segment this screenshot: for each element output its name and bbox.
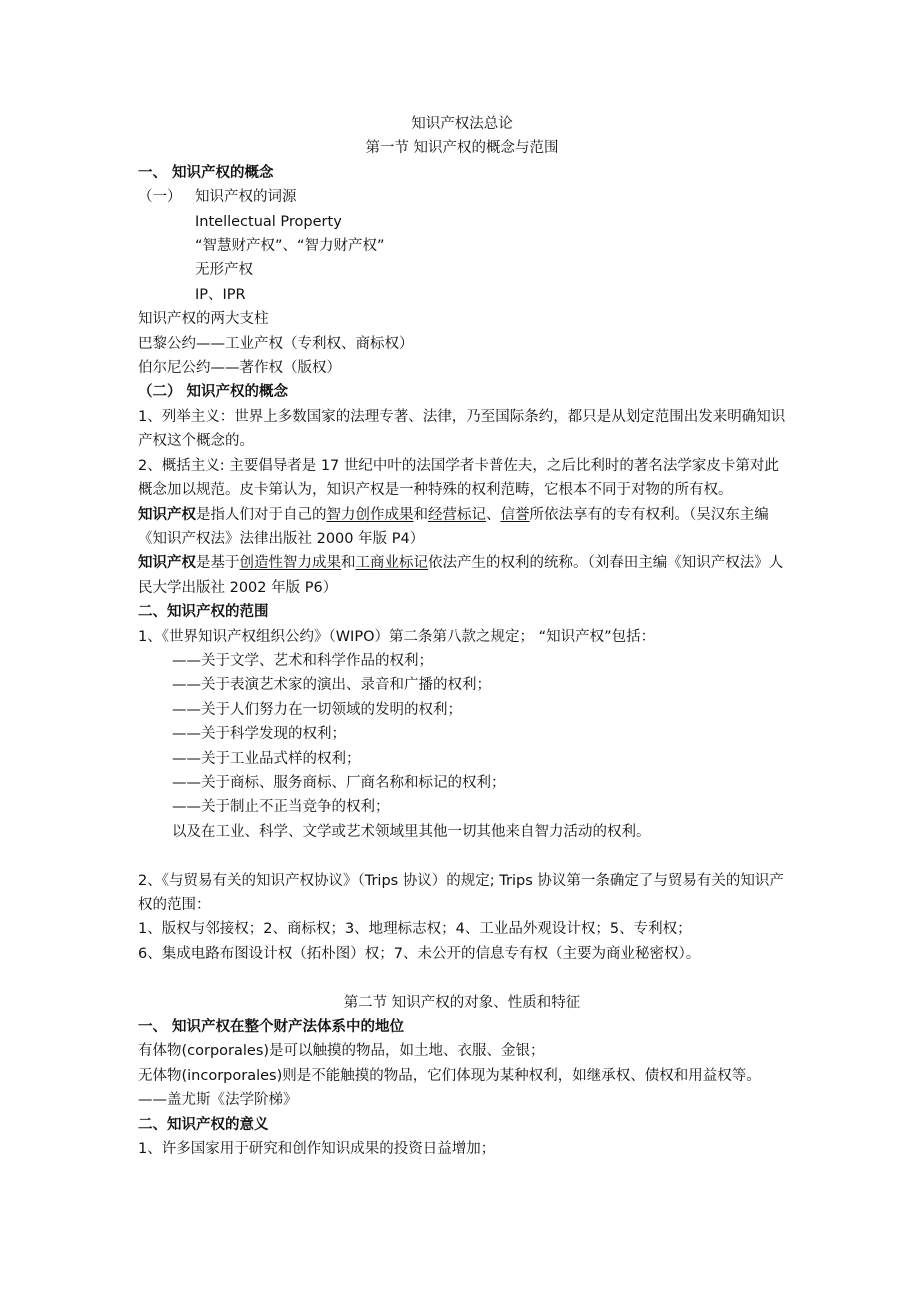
paragraph-enumeration: 1、列举主义：世界上多数国家的法理专著、法律，乃至国际条约，都只是从划定范围出发来明确知识产权这个概念的。: [138, 408, 786, 450]
incorporeal-things: 无体物(incorporales)则是不能触摸的物品，它们体现为某种权利，如继承权、债权和用益权等。——盖尤斯《法学阶梯》: [138, 1067, 761, 1109]
wipo-intro: 1、《世界知识产权组织公约》（WIPO）第二条第八款之规定； “知识产权”包括：: [138, 628, 656, 645]
wipo-item: ——关于文学、艺术和科学作品的权利；: [172, 652, 433, 669]
trips-list-2: 6、集成电路布图设计权（拓朴图）权；7、未公开的信息专有权（主要为商业秘密权）。: [138, 945, 701, 962]
etymology-item: Intellectual Property: [195, 213, 342, 230]
blank-line: [138, 966, 786, 990]
blank-line: [138, 844, 786, 868]
wipo-item: ——关于科学发现的权利；: [172, 726, 346, 743]
definition-text: 是指人们对于自己的: [196, 506, 327, 523]
sub-etymology-title: 知识产权的词源: [195, 189, 297, 206]
wipo-item: ——关于表演艺术家的演出、录音和广播的权利；: [172, 677, 491, 694]
wipo-item: 以及在工业、科学、文学或艺术领域里其他一切其他来自智力活动的权利。: [172, 823, 651, 840]
definition-term: 知识产权: [138, 506, 196, 523]
document-title: 知识产权法总论: [411, 116, 513, 132]
trips-list-1: 1、版权与邻接权；2、商标权；3、地理标志权；4、工业品外观设计权；5、专利权；: [138, 921, 692, 938]
significance-item: 1、许多国家用于研究和创作知识成果的投资日益增加；: [138, 1141, 496, 1158]
underlined-term: 智力创作成果: [326, 506, 414, 523]
definition-text: 依法产生的权利的统称。（刘春田主编《知识产权法》人民大学出版社 2002 年版 P6）: [138, 555, 784, 596]
definition-text: 是基于: [196, 555, 240, 572]
wipo-item: ——关于制止不正当竞争的权利；: [172, 799, 390, 816]
heading-position: 一、 知识产权在整个财产法体系中的地位: [138, 1019, 405, 1035]
heading-concept: 一、 知识产权的概念: [138, 164, 274, 181]
section-1-heading: 第一节 知识产权的概念与范围: [365, 140, 559, 157]
heading-significance: 二、知识产权的意义: [138, 1116, 269, 1133]
etymology-item: 无形产权: [195, 262, 253, 279]
etymology-item: IP、IPR: [195, 286, 246, 303]
underlined-term: 工商业标记: [355, 555, 428, 572]
sub-etymology-label: （一）: [138, 189, 182, 206]
pillars-intro: 知识产权的两大支柱: [138, 311, 269, 328]
wipo-item: ——关于商标、服务商标、厂商名称和标记的权利；: [172, 774, 506, 791]
etymology-item: “智慧财产权”、“智力财产权”: [195, 238, 385, 255]
definition-text: 所依法享有的专有权利。（吴汉东主编《知识产权法》法律出版社 2000 年版 P4）: [138, 506, 769, 547]
definition-liu: [138, 551, 786, 600]
wipo-item: ——关于工业品式样的权利；: [172, 750, 361, 767]
heading-scope: 二、知识产权的范围: [138, 604, 269, 621]
definition-wu: [138, 503, 786, 552]
underlined-term: 经营标记: [428, 506, 486, 523]
pillar-berne: 伯尔尼公约——著作权（版权）: [138, 360, 341, 377]
definition-term: 知识产权: [138, 555, 196, 572]
definition-text: 、: [486, 506, 501, 523]
sub-concept-heading: （二） 知识产权的概念: [138, 384, 289, 401]
section-2-heading: 第二节 知识产权的对象、性质和特征: [343, 994, 581, 1011]
definition-text: 和: [341, 555, 356, 572]
trips-intro: 2、《与贸易有关的知识产权协议》（Trips 协议）的规定; Trips 协议第一条确定了与贸易有关的知识产权的范围：: [138, 872, 784, 913]
definition-text: 和: [413, 506, 428, 523]
underlined-term: 创造性智力成果: [239, 555, 341, 572]
pillar-paris: 巴黎公约——工业产权（专利权、商标权）: [138, 335, 414, 352]
wipo-item: ——关于人们努力在一切领域的发明的权利；: [172, 701, 462, 718]
paragraph-generalization: 2、概括主义: 主要倡导者是 17 世纪中叶的法国学者卡普佐夫，之后比利时的著名法学家皮卡第对此概念加以规范。皮卡第认为，知识产权是一种特殊的权利范畴，它根本不同于对物的所有权。: [138, 457, 779, 499]
sub-etymology: [138, 185, 786, 209]
corporeal-things: 有体物(corporales)是可以触摸的物品，如土地、衣服、金银；: [138, 1043, 545, 1060]
document-body: [138, 112, 786, 1161]
underlined-term: 信誉: [500, 506, 530, 523]
